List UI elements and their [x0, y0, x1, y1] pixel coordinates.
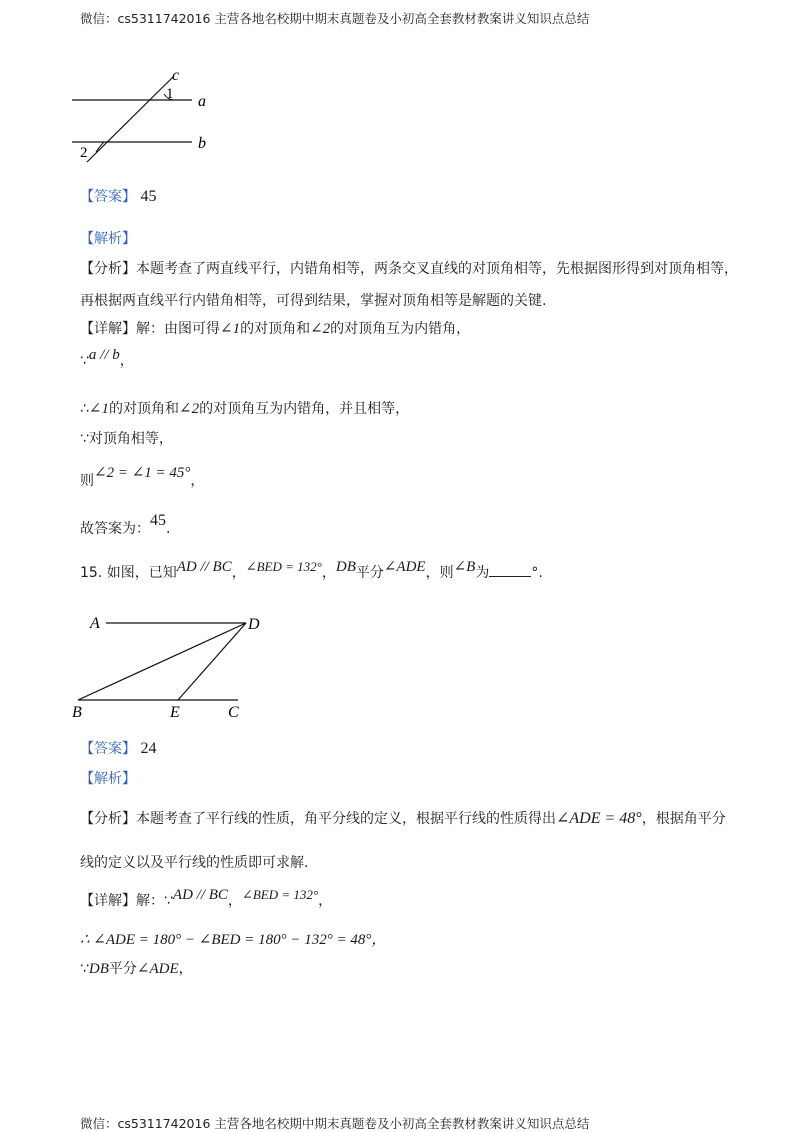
fenxi-tag: 【分析】 — [80, 811, 136, 827]
label-a: a — [198, 93, 206, 110]
q14-eq-line — [80, 462, 205, 489]
text: ， — [119, 353, 134, 369]
label-D: D — [248, 616, 260, 633]
q14-final — [80, 510, 171, 537]
fenxi-tag: 【分析】 — [80, 261, 136, 277]
answer-value: 24 — [140, 740, 157, 757]
because-symbol: ∵ — [80, 961, 89, 977]
q15-answer — [80, 738, 156, 758]
label-c: c — [172, 67, 180, 84]
label-1: 1 — [166, 86, 174, 102]
q15-stem — [80, 559, 543, 582]
label-C: C — [228, 704, 239, 721]
page-header: 微信：cs5311742016 主营各地名校期中期末真题卷及小初高全套教材教案讲义知识点总结 — [80, 11, 590, 26]
q15-step1 — [80, 928, 386, 949]
xiangjie-tag: 【详解】 — [80, 321, 136, 337]
math-ad-parallel-bc: AD // BC — [176, 559, 232, 575]
q15-fenxi-line2 — [80, 852, 308, 872]
q14-fenxi-line2 — [80, 290, 546, 310]
q14-answer — [80, 186, 156, 206]
math-db: DB — [88, 961, 109, 977]
angle-1: ∠1 — [220, 321, 241, 337]
because-symbol: ∵ — [80, 353, 89, 369]
text: ， — [321, 565, 336, 581]
jiexi-tag: 【解析】 — [80, 771, 136, 787]
therefore-symbol: ∴ — [80, 401, 89, 417]
math-angle-ade-48: ∠ADE = 48° — [556, 810, 642, 827]
q15-xiangjie — [80, 887, 333, 910]
q14-step2 — [80, 398, 409, 418]
text: 解：由图可得 — [136, 321, 220, 337]
math-angle-bed: ∠BED = 132° — [241, 887, 319, 902]
text: 平分 — [108, 961, 137, 977]
text: 15. 如图，已知 — [80, 565, 177, 581]
text: 则 — [80, 473, 94, 489]
angle-2: ∠2 — [179, 401, 200, 417]
text: 解：∵ — [136, 893, 173, 909]
text: 为 — [475, 565, 490, 581]
figure-parallel-lines-ab — [60, 62, 230, 172]
text: 故答案为： — [80, 521, 150, 537]
text: 线的定义以及平行线的性质即可求解. — [80, 855, 309, 871]
q15-fenxi-line1 — [80, 808, 726, 828]
text: 本题考查了平行线的性质，角平分线的定义，根据平行线的性质得出 — [136, 811, 556, 827]
text: ∵对顶角相等， — [80, 431, 173, 447]
text: ， — [227, 893, 242, 909]
figure-triangle-abcde — [70, 608, 280, 723]
text: . — [166, 521, 171, 537]
math-db: DB — [335, 559, 356, 575]
q14-xiangjie-line — [80, 318, 470, 338]
answer-tag: 【答案】 — [80, 741, 136, 757]
text: ， — [231, 565, 246, 581]
label-B: B — [72, 704, 82, 721]
label-b: b — [198, 135, 206, 152]
text: ， — [190, 473, 205, 489]
fenxi-text: 本题考查了两直线平行，内错角相等，两条交叉直线的对顶角相等，先根据图形得到对顶角相等， — [136, 261, 738, 277]
angle-1: ∠1 — [88, 401, 109, 417]
math-equation: ∠2 = ∠1 = 45° — [94, 465, 191, 481]
text: 的对顶角和 — [109, 401, 179, 417]
xiangjie-tag: 【详解】 — [80, 893, 136, 909]
jiexi-tag: 【解析】 — [80, 231, 136, 247]
math-step1: ∴ ∠ADE = 180° − ∠BED = 180° − 132° = 48°， — [80, 932, 387, 948]
text: 的对顶角互为内错角， — [330, 321, 471, 337]
final-value: 45 — [150, 512, 166, 529]
label-E: E — [170, 704, 180, 721]
text: 的对顶角互为内错角，并且相等， — [199, 401, 410, 417]
q14-because-parallel — [80, 347, 134, 370]
text: ， — [178, 961, 193, 977]
text: 的对顶角和 — [240, 321, 311, 337]
text: ， — [318, 893, 333, 909]
page-footer: 微信：cs5311742016 主营各地名校期中期末真题卷及小初高全套教材教案讲义知识点总结 — [80, 1116, 590, 1131]
math-a-parallel-b: a // b — [88, 347, 120, 363]
fenxi-text: 再根据两直线平行内错角相等，可得到结果，掌握对顶角相等是解题的关键. — [80, 293, 547, 309]
answer-value: 45 — [140, 188, 157, 205]
text: 平分 — [355, 565, 384, 581]
q14-because-vertical — [80, 428, 173, 448]
q14-jiexi — [80, 228, 136, 248]
math-angle-ade: ∠ADE — [136, 961, 179, 977]
angle-2: ∠2 — [310, 321, 331, 337]
q15-step2 — [80, 958, 193, 978]
math-angle-bed: ∠BED = 132° — [245, 559, 322, 574]
label-2: 2 — [80, 145, 88, 161]
answer-tag: 【答案】 — [80, 189, 136, 205]
q15-jiexi — [80, 768, 136, 788]
math-angle-ade: ∠ADE — [383, 559, 426, 575]
text: °. — [531, 565, 543, 581]
answer-blank — [489, 564, 531, 577]
text: ，根据角平分 — [641, 811, 726, 827]
math-angle-b: ∠B — [453, 559, 476, 575]
label-A: A — [90, 615, 100, 632]
math-ad-parallel-bc: AD // BC — [172, 887, 228, 903]
q14-fenxi-line1 — [80, 258, 738, 278]
text: ，则 — [425, 565, 454, 581]
